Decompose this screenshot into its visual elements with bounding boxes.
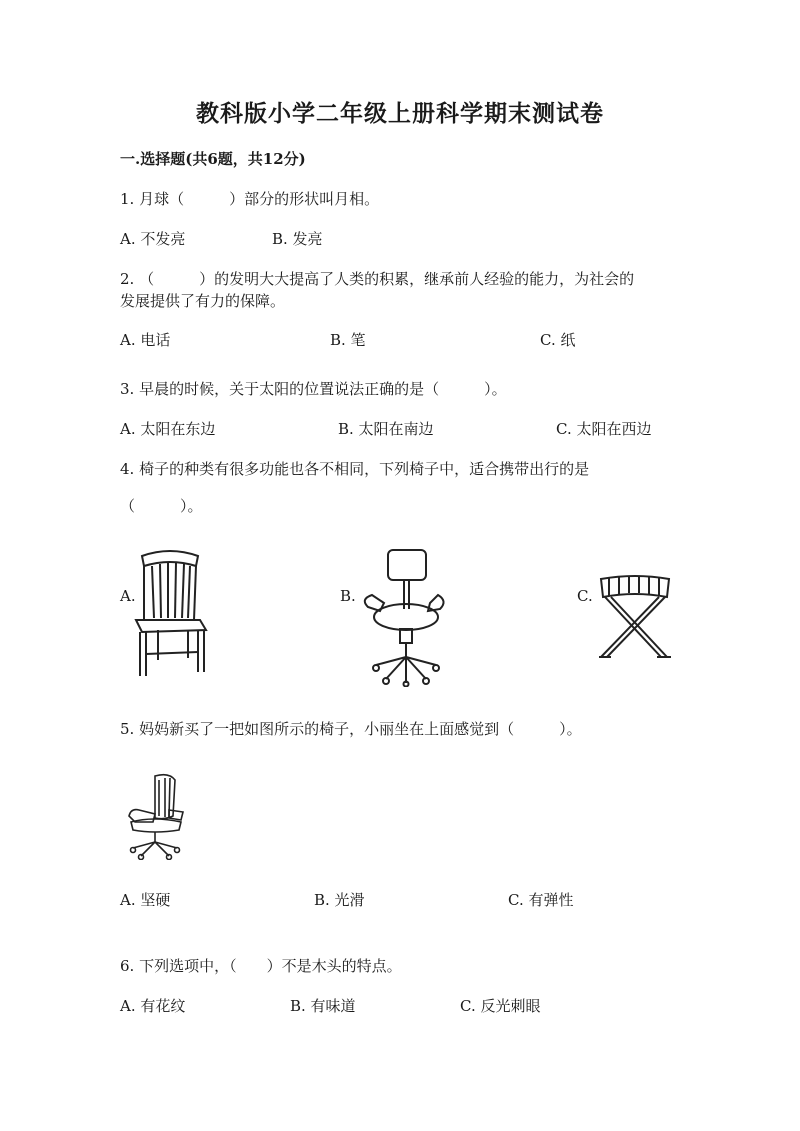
question-4-stem-line-1: 4. 椅子的种类有很多功能也各不相同，下列椅子中，适合携带出行的是: [120, 460, 590, 478]
leather-office-chair-image: [125, 772, 187, 860]
question-6-option-a[interactable]: A. 有花纹: [120, 997, 186, 1015]
question-5-stem: 5. 妈妈新买了一把如图所示的椅子，小丽坐在上面感觉到（ ）。: [120, 720, 582, 738]
wooden-chair-image: [130, 548, 210, 678]
question-3-stem: 3. 早晨的时候，关于太阳的位置说法正确的是（ ）。: [120, 380, 507, 398]
question-6-option-c[interactable]: C. 反光刺眼: [460, 997, 541, 1015]
question-4-option-b[interactable]: B.: [340, 587, 356, 605]
folding-stool-image: [595, 573, 675, 663]
question-5-option-c[interactable]: C. 有弹性: [508, 891, 574, 909]
question-1-option-a[interactable]: A. 不发亮: [120, 230, 186, 248]
question-2-stem-line-2: 发展提供了有力的保障。: [120, 292, 286, 310]
question-2-option-c[interactable]: C. 纸: [540, 331, 576, 349]
question-6-option-b[interactable]: B. 有味道: [290, 997, 356, 1015]
question-2-option-a[interactable]: A. 电话: [120, 331, 171, 349]
question-2-option-b[interactable]: B. 笔: [330, 331, 366, 349]
question-6-stem: 6. 下列选项中，（ ）不是木头的特点。: [120, 957, 402, 975]
section-heading: 一.选择题(共6题，共12分): [120, 150, 306, 168]
question-3-option-a[interactable]: A. 太阳在东边: [120, 420, 216, 438]
question-5-option-b[interactable]: B. 光滑: [314, 891, 365, 909]
question-1-option-b[interactable]: B. 发亮: [272, 230, 323, 248]
question-4-stem-line-2: （ ）。: [120, 497, 203, 515]
question-2-stem-line-1: 2. （ ）的发明大大提高了人类的积累，继承前人经验的能力，为社会的: [120, 270, 635, 288]
question-4-option-a[interactable]: A.: [120, 587, 136, 605]
question-3-option-b[interactable]: B. 太阳在南边: [338, 420, 434, 438]
question-4-option-c[interactable]: C.: [577, 587, 593, 605]
question-5-option-a[interactable]: A. 坚硬: [120, 891, 171, 909]
office-chair-image: [358, 547, 448, 687]
question-1-stem: 1. 月球（ ）部分的形状叫月相。: [120, 190, 380, 208]
page-title: 教科版小学二年级上册科学期末测试卷: [196, 100, 604, 127]
question-3-option-c[interactable]: C. 太阳在西边: [556, 420, 652, 438]
